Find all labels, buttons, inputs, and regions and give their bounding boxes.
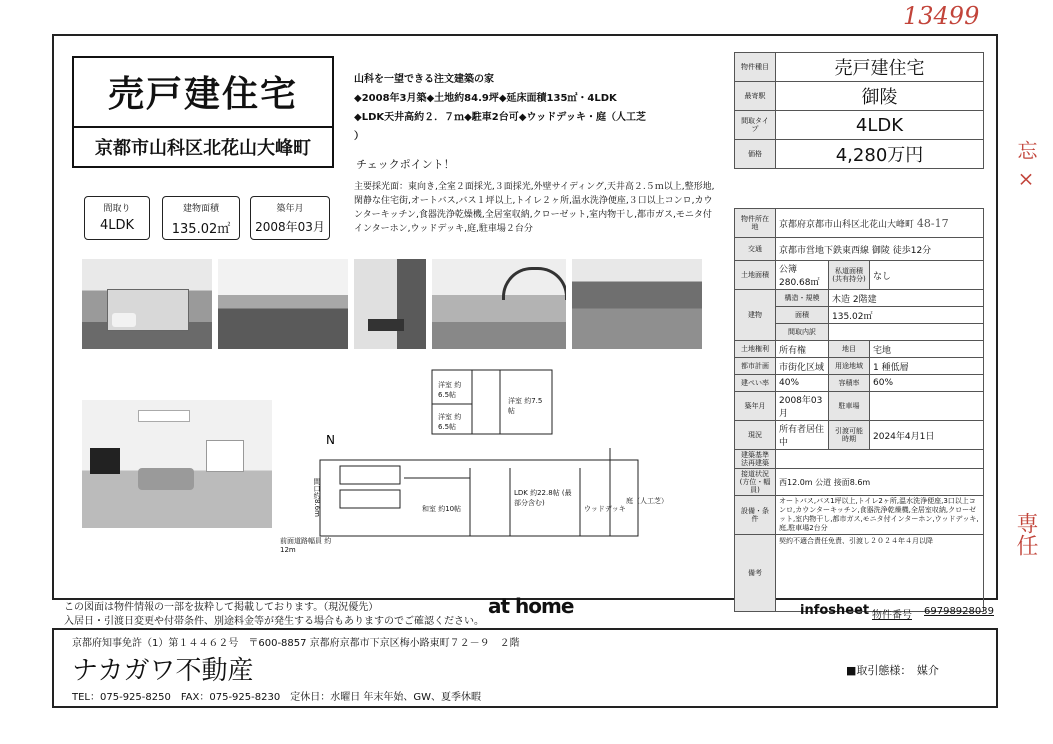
fp-room-washitsu: 和室 約10帖	[422, 505, 462, 513]
fp-room-ldk: LDK 約22.8帖 (最部分含む)	[514, 489, 572, 507]
catch-copy	[354, 70, 716, 146]
grid-1-0: 都市計画	[735, 358, 776, 375]
private-road-label: 私道面積(共有持分)	[829, 261, 870, 290]
summary-label-layout: 間取タイプ	[735, 111, 776, 140]
address-bar	[74, 126, 332, 168]
grid-3-2: 駐車場	[829, 392, 870, 421]
grid-2-1: 40%	[776, 375, 829, 392]
grid-3-1: 2008年03月	[776, 392, 829, 421]
building-label: 建物	[735, 290, 776, 341]
infosheet-label: infosheet	[800, 603, 870, 618]
structure-value: 木造 2階建	[829, 290, 984, 307]
grid-4-0: 現況	[735, 421, 776, 450]
summary-price: 4,280万円	[776, 140, 984, 169]
fp-room-3: 洋室 約7.5帖	[508, 397, 543, 415]
page-title: 売戸建住宅	[107, 74, 298, 115]
photo-garden	[572, 259, 702, 349]
fp-room-2: 洋室 約6.5帖	[438, 413, 462, 431]
layout-value	[829, 324, 984, 341]
equip-value: オートバス,バス1坪以上,トイレ2ヶ所,温水洗浄便座,3口以上コンロ,カウンターキッチン,食器洗浄乾燥機,全居室収納,クローゼット,室内物干し,都市ガス,モニタ付インターホン,ウッドデッキ,庭,駐車場2台分	[776, 496, 984, 535]
grid-2-0: 建ぺい率	[735, 375, 776, 392]
checkpoint-title: チェックポイント！	[356, 158, 455, 171]
checkpoint-body: 主要採光面：東向き,全室２面採光,３面採光,外壁サイディング,天井高２.５ｍ以上,整形地,閑静な住宅街,オートバス,バス１坪以上,トイレ２ヶ所,温水洗浄便座,３口以上コンロ,カウンターキッチン,食器洗浄乾燥機,全居室収納,クローゼット,室内物干し,都市ガス,モニタ付インターホン,ウッドデッキ,庭,駐車場２台分	[354, 182, 715, 234]
summary-station: 御陵	[776, 82, 984, 111]
grid-0-1: 所有権	[776, 341, 829, 358]
summary-table	[734, 52, 984, 169]
spec-area-label: 建物面積	[182, 204, 219, 214]
remarks-label: 備考	[735, 535, 776, 612]
address-value-text: 京都府京都市山科区北花山大峰町	[779, 219, 915, 230]
grid-4-2: 引渡可能時期	[829, 421, 870, 450]
transport-label: 交通	[735, 238, 776, 261]
summary-type: 売戸建住宅	[776, 53, 984, 82]
summary-label-station: 最寄駅	[735, 82, 776, 111]
catch-line-4: ）	[354, 131, 364, 142]
grid-2-2: 容積率	[829, 375, 870, 392]
photo-view	[218, 259, 348, 349]
fp-room-1: 洋室 約6.5帖	[438, 381, 462, 399]
lotlaw-label: 建築基準法再建築	[735, 450, 776, 469]
property-number: 69798928039	[924, 606, 994, 617]
grid-4-3: 2024年4月1日	[870, 421, 984, 450]
catch-line-1: 山科を一望できる注文建築の家	[354, 74, 494, 85]
road-label: 接道状況(方位・幅員)	[735, 469, 776, 496]
floorplan	[280, 368, 668, 554]
spec-built-label: 築年月	[276, 204, 304, 214]
grid-2-3: 60%	[870, 375, 984, 392]
grid-0-0: 土地権利	[735, 341, 776, 358]
grid-1-1: 市街化区域	[776, 358, 829, 375]
fp-road-note: 前面道路幅員 約12m	[280, 537, 332, 554]
address-label: 物件所在地	[735, 209, 776, 238]
license-line: 京都府知事免許（1）第１４４６２号 〒600-8857 京都府京都市下京区梅小路東町７２－９ ２階	[72, 638, 520, 649]
disclaimer-1: この図面は物件情報の一部を抜粋して掲載しております。（現況優先）	[64, 602, 379, 613]
fp-deck: ウッドデッキ	[584, 505, 626, 513]
grid-0-3: 宅地	[870, 341, 984, 358]
catch-line-2: ◆2008年3月築◆土地約84.9坪◆延床面積135㎡・4LDK	[354, 93, 617, 104]
athome-logo: at home	[488, 594, 574, 618]
private-road-value: なし	[870, 261, 984, 290]
grid-1-3: 1 種低層	[870, 358, 984, 375]
photo-deck	[432, 259, 566, 349]
handwritten-note: 忘 ×	[1014, 140, 1038, 191]
title-box	[72, 56, 334, 168]
fp-frontage: 間口約8.6m	[313, 478, 321, 517]
property-number-label: 物件番号	[872, 610, 912, 621]
catch-line-3: ◆LDK天井高約２．７ｍ◆駐車2台可◆ウッドデッキ・庭（人工芝	[354, 112, 647, 123]
spec-layout	[84, 196, 150, 240]
photo-exterior	[82, 259, 212, 349]
land-label: 土地面積	[735, 261, 776, 290]
grid-1-2: 用途地域	[829, 358, 870, 375]
handwritten-number: 13499	[903, 2, 980, 30]
remarks-value: 契約不適合責任免責、引渡し２０２４年４月以降	[776, 535, 984, 612]
photo-entrance	[354, 259, 426, 349]
floor-value: 135.02㎡	[829, 307, 984, 324]
company-name: ナカガワ不動産	[72, 656, 254, 686]
grid-0-2: 地目	[829, 341, 870, 358]
spec-area-value: 135.02㎡	[171, 222, 231, 237]
grid-4-1: 所有者居住中	[776, 421, 829, 450]
transport-value: 京都市営地下鉄東西線 御陵 徒歩12分	[776, 238, 984, 261]
spec-built	[250, 196, 330, 240]
handwritten-addr: 48-17	[916, 216, 949, 230]
handwritten-note-2: 専任	[1013, 512, 1038, 556]
address-value	[776, 209, 984, 238]
deal-type: ■取引態様： 媒介	[846, 664, 939, 677]
spec-area	[162, 196, 240, 240]
land-value: 公簿 280.68㎡	[776, 261, 829, 290]
contact-line: TEL：075-925-8250 FAX：075-925-8230 定休日：水曜日 年末年始、GW、夏季休暇	[72, 692, 482, 703]
lotlaw-value	[776, 450, 984, 469]
spec-layout-value: 4LDK	[99, 218, 135, 233]
summary-layout: 4LDK	[776, 111, 984, 140]
spec-layout-label: 間取り	[103, 204, 131, 214]
disclaimer-2: 入居日・引渡日変更や付帯条件、別途料金等が発生する場合もありますのでご確認ください。	[64, 616, 484, 627]
summary-label-price: 価格	[735, 140, 776, 169]
road-value: 西12.0m 公道 接面8.6m	[776, 469, 984, 496]
equip-label: 設備・条件	[735, 496, 776, 535]
photo-living	[82, 400, 272, 528]
fp-garden: 庭（人工芝）	[626, 497, 668, 505]
floor-label: 面積	[776, 307, 829, 324]
address-text: 京都市山科区北花山大峰町	[95, 138, 311, 159]
grid-3-3	[870, 392, 984, 421]
grid-3-0: 築年月	[735, 392, 776, 421]
summary-label-type: 物件種目	[735, 53, 776, 82]
north-arrow: N	[326, 433, 335, 447]
structure-label: 構造・規模	[776, 290, 829, 307]
layout-label: 間取内訳	[776, 324, 829, 341]
floorplan-svg	[300, 368, 660, 552]
detail-table	[734, 208, 984, 612]
spec-built-value: 2008年03月	[255, 220, 325, 234]
